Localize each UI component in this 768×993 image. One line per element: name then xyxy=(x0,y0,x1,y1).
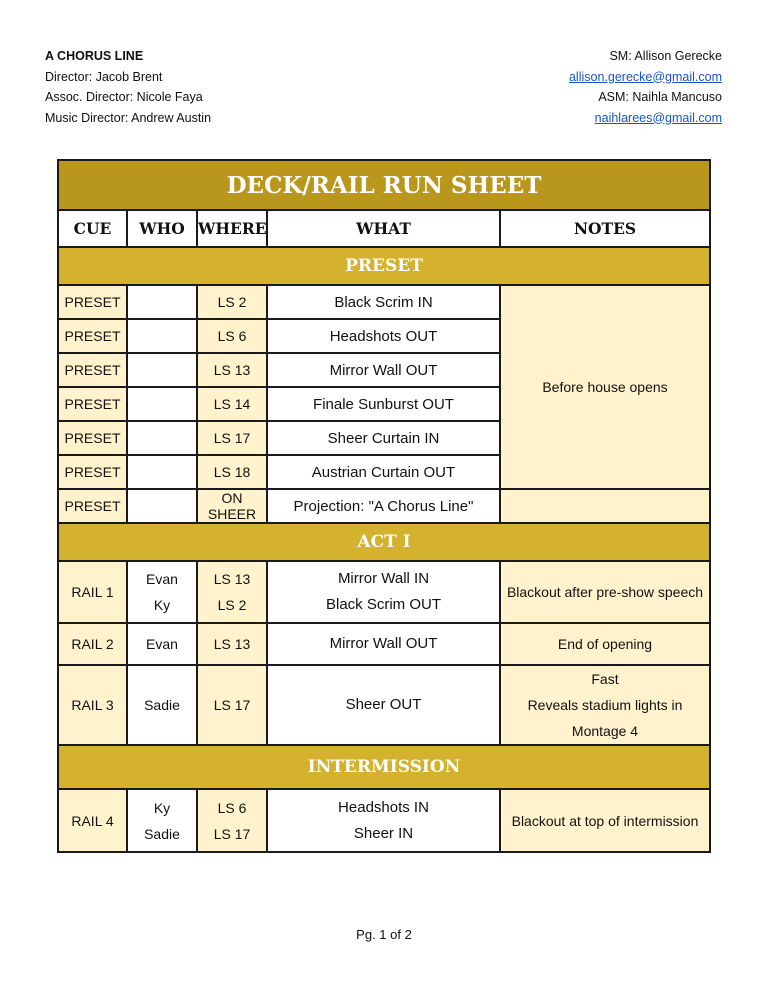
section-row-act-1 xyxy=(58,523,710,561)
where-line: LS 2 xyxy=(217,597,247,613)
who-line: Ky xyxy=(153,799,171,816)
what-cell: Austrian Curtain OUT xyxy=(267,455,500,489)
who-cell xyxy=(127,353,197,387)
where-line: LS 6 xyxy=(217,799,247,816)
where-cell: ON SHEER xyxy=(197,489,267,523)
what-cell xyxy=(267,623,500,665)
run-sheet-title: DECK/RAIL RUN SHEET xyxy=(58,160,710,210)
who-cell xyxy=(127,623,197,665)
section-row-preset xyxy=(58,247,710,285)
what-line: Mirror Wall OUT xyxy=(329,635,438,652)
where-line: LS 17 xyxy=(213,697,251,713)
asm-email-link[interactable]: naihlarees@gmail.com xyxy=(594,110,722,125)
where-line: LS 17 xyxy=(213,825,251,842)
cue-cell: RAIL 1 xyxy=(58,561,127,623)
table-row xyxy=(58,623,710,665)
notes-line: Fast xyxy=(591,671,619,687)
section-heading-act-1: ACT I xyxy=(58,523,710,561)
where-cell: LS 14 xyxy=(197,387,267,421)
what-cell: Mirror Wall OUT xyxy=(267,353,500,387)
cue-cell: RAIL 4 xyxy=(58,789,127,852)
where-cell: LS 18 xyxy=(197,455,267,489)
asm-line: ASM: Naihla Mancuso xyxy=(598,90,722,104)
where-cell: LS 13 xyxy=(197,353,267,387)
table-row xyxy=(58,789,710,852)
column-header-notes: NOTES xyxy=(500,210,710,247)
what-line: Sheer IN xyxy=(353,824,414,842)
section-heading-intermission: INTERMISSION xyxy=(58,745,710,789)
section-row-intermission xyxy=(58,745,710,789)
column-header-who: WHO xyxy=(127,210,197,247)
what-cell xyxy=(267,561,500,623)
page-number: Pg. 1 of 2 xyxy=(356,927,412,942)
who-cell xyxy=(127,561,197,623)
sm-email-link[interactable]: allison.gerecke@gmail.com xyxy=(568,69,722,84)
who-cell xyxy=(127,665,197,745)
what-cell: Finale Sunburst OUT xyxy=(267,387,500,421)
column-header-what: WHAT xyxy=(267,210,500,247)
who-cell xyxy=(127,319,197,353)
table-row xyxy=(58,561,710,623)
who-cell xyxy=(127,387,197,421)
notes-cell: Before house opens xyxy=(500,285,710,489)
cue-cell: RAIL 2 xyxy=(58,623,127,665)
where-cell: LS 17 xyxy=(197,421,267,455)
what-line: Mirror Wall IN xyxy=(337,570,430,587)
cue-cell: PRESET xyxy=(58,455,127,489)
where-cell: LS 6 xyxy=(197,319,267,353)
sm-line: SM: Allison Gerecke xyxy=(609,49,722,63)
notes-cell xyxy=(500,789,710,852)
notes-cell xyxy=(500,623,710,665)
assoc-director-line: Assoc. Director: Nicole Faya xyxy=(45,90,203,104)
run-sheet-table xyxy=(57,159,711,853)
where-line: LS 13 xyxy=(213,571,251,587)
title-row xyxy=(58,160,710,210)
what-cell: Black Scrim IN xyxy=(267,285,500,319)
column-header-row xyxy=(58,210,710,247)
where-cell xyxy=(197,789,267,852)
where-cell xyxy=(197,665,267,745)
cue-cell: PRESET xyxy=(58,285,127,319)
table-row xyxy=(58,285,710,319)
what-cell xyxy=(267,665,500,745)
notes-line: End of opening xyxy=(557,636,653,652)
notes-cell xyxy=(500,561,710,623)
what-cell xyxy=(267,789,500,852)
cue-cell: PRESET xyxy=(58,421,127,455)
table-row xyxy=(58,489,710,523)
cue-cell: PRESET xyxy=(58,319,127,353)
who-line: Ky xyxy=(153,597,171,613)
who-cell xyxy=(127,489,197,523)
cue-cell: RAIL 3 xyxy=(58,665,127,745)
who-cell xyxy=(127,789,197,852)
what-cell: Headshots OUT xyxy=(267,319,500,353)
notes-cell-empty xyxy=(500,489,710,523)
notes-line: Reveals stadium lights in Montage 4 xyxy=(527,697,683,739)
who-cell xyxy=(127,421,197,455)
who-cell xyxy=(127,455,197,489)
cue-cell: PRESET xyxy=(58,489,127,523)
where-cell: LS 2 xyxy=(197,285,267,319)
who-line: Sadie xyxy=(144,697,180,713)
show-title: A CHORUS LINE xyxy=(45,49,144,63)
who-cell xyxy=(127,285,197,319)
notes-line: Blackout at top of intermission xyxy=(511,812,699,829)
what-cell: Projection: "A Chorus Line" xyxy=(267,489,500,523)
table-row xyxy=(58,665,710,745)
what-cell: Sheer Curtain IN xyxy=(267,421,500,455)
production-info xyxy=(45,46,211,128)
where-cell xyxy=(197,623,267,665)
music-director-line: Music Director: Andrew Austin xyxy=(45,110,212,125)
who-line: Evan xyxy=(146,571,178,587)
section-heading-preset: PRESET xyxy=(58,247,710,285)
where-cell xyxy=(197,561,267,623)
director-line: Director: Jacob Brent xyxy=(45,69,163,84)
cue-cell: PRESET xyxy=(58,353,127,387)
what-line: Black Scrim OUT xyxy=(325,596,441,613)
column-header-cue: CUE xyxy=(58,210,127,247)
what-line: Sheer OUT xyxy=(345,696,422,713)
notes-cell xyxy=(500,665,710,745)
what-line: Headshots IN xyxy=(338,798,429,816)
notes-line: Blackout after pre-show speech xyxy=(506,584,704,600)
column-header-where: WHERE xyxy=(197,210,267,247)
where-line: LS 13 xyxy=(213,636,251,652)
cue-cell: PRESET xyxy=(58,387,127,421)
who-line: Evan xyxy=(146,636,178,652)
who-line: Sadie xyxy=(144,825,180,842)
stage-management-info xyxy=(569,46,722,128)
